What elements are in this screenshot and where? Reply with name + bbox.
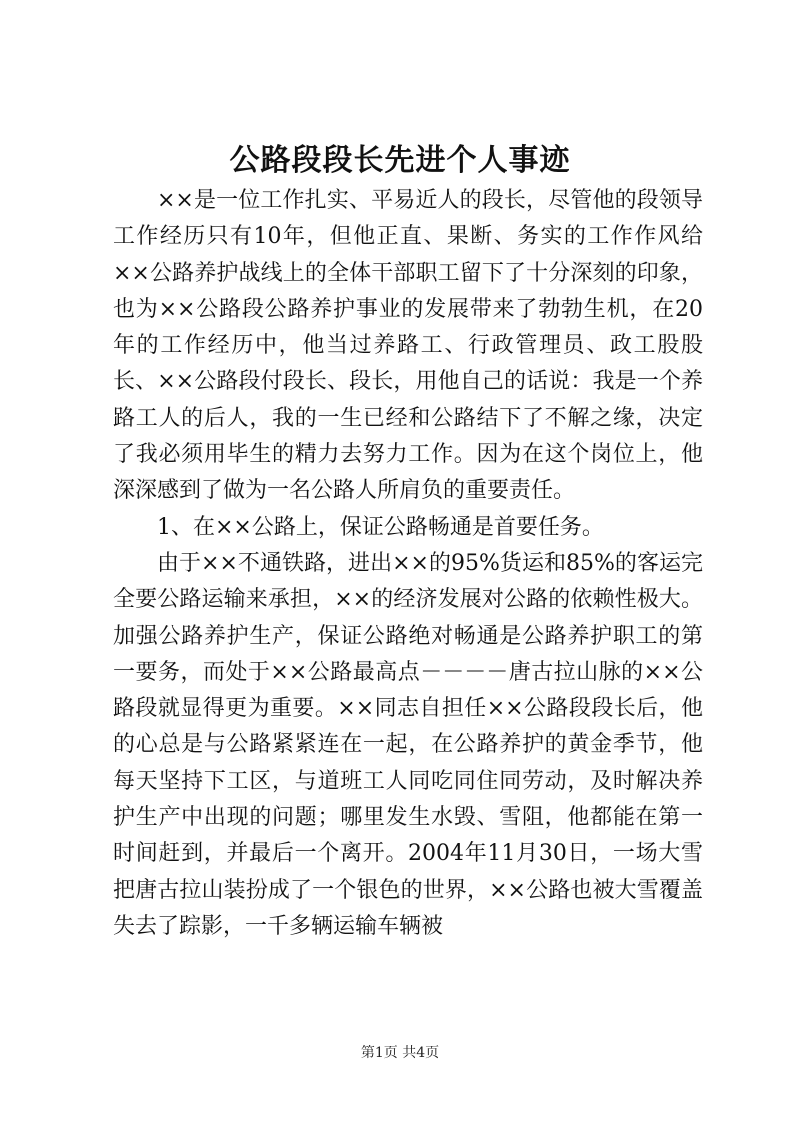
document-title: 公路段段长先进个人事迹 <box>229 143 571 178</box>
page-footer: 第1页 共4页 <box>360 1045 440 1061</box>
paragraph: 1、在××公路上，保证公路畅通是首要任务。 <box>157 514 604 540</box>
document-body <box>113 183 703 945</box>
paragraph: 由于××不通铁路，进出××的95%货运和85%的客运完全要公路运输来承担，××的经济发展对公路的依赖性极大。加强公路养护生产，保证公路绝对畅通是公路养护职工的第一要务，而处于××公路最高点－－－－唐古拉山脉的××公路段就显得更为重要。××同志自担任××公路段段长后，他的心总是与公路紧紧连在一起，在公路养护的黄金季节，他每天坚持下工区，与道班工人同吃同住同劳动，及时解决养护生产中出现的问题；哪里发生水毁、雪阻，他都能在第一时间赶到，并最后一个离开。2004年11月30日，一场大雪把唐古拉山装扮成了一个银色的世界，××公路也被大雪覆盖失去了踪影，一千多辆运输车辆被 <box>113 550 703 939</box>
paragraph: ××是一位工作扎实、平易近人的段长，尽管他的段领导工作经历只有10年，但他正直、果断、务实的工作作风给××公路养护战线上的全体干部职工留下了十分深刻的印象，也为××公路段公路养护事业的发展带来了勃勃生机，在20年的工作经历中，他当过养路工、行政管理员、政工股股长、××公路段付段长、段长，用他自己的话说：我是一个养路工人的后人，我的一生已经和公路结下了不解之缘，决定了我必须用毕生的精力去努力工作。因为在这个岗位上，他深深感到了做为一名公路人所肩负的重要责任。 <box>113 188 703 504</box>
